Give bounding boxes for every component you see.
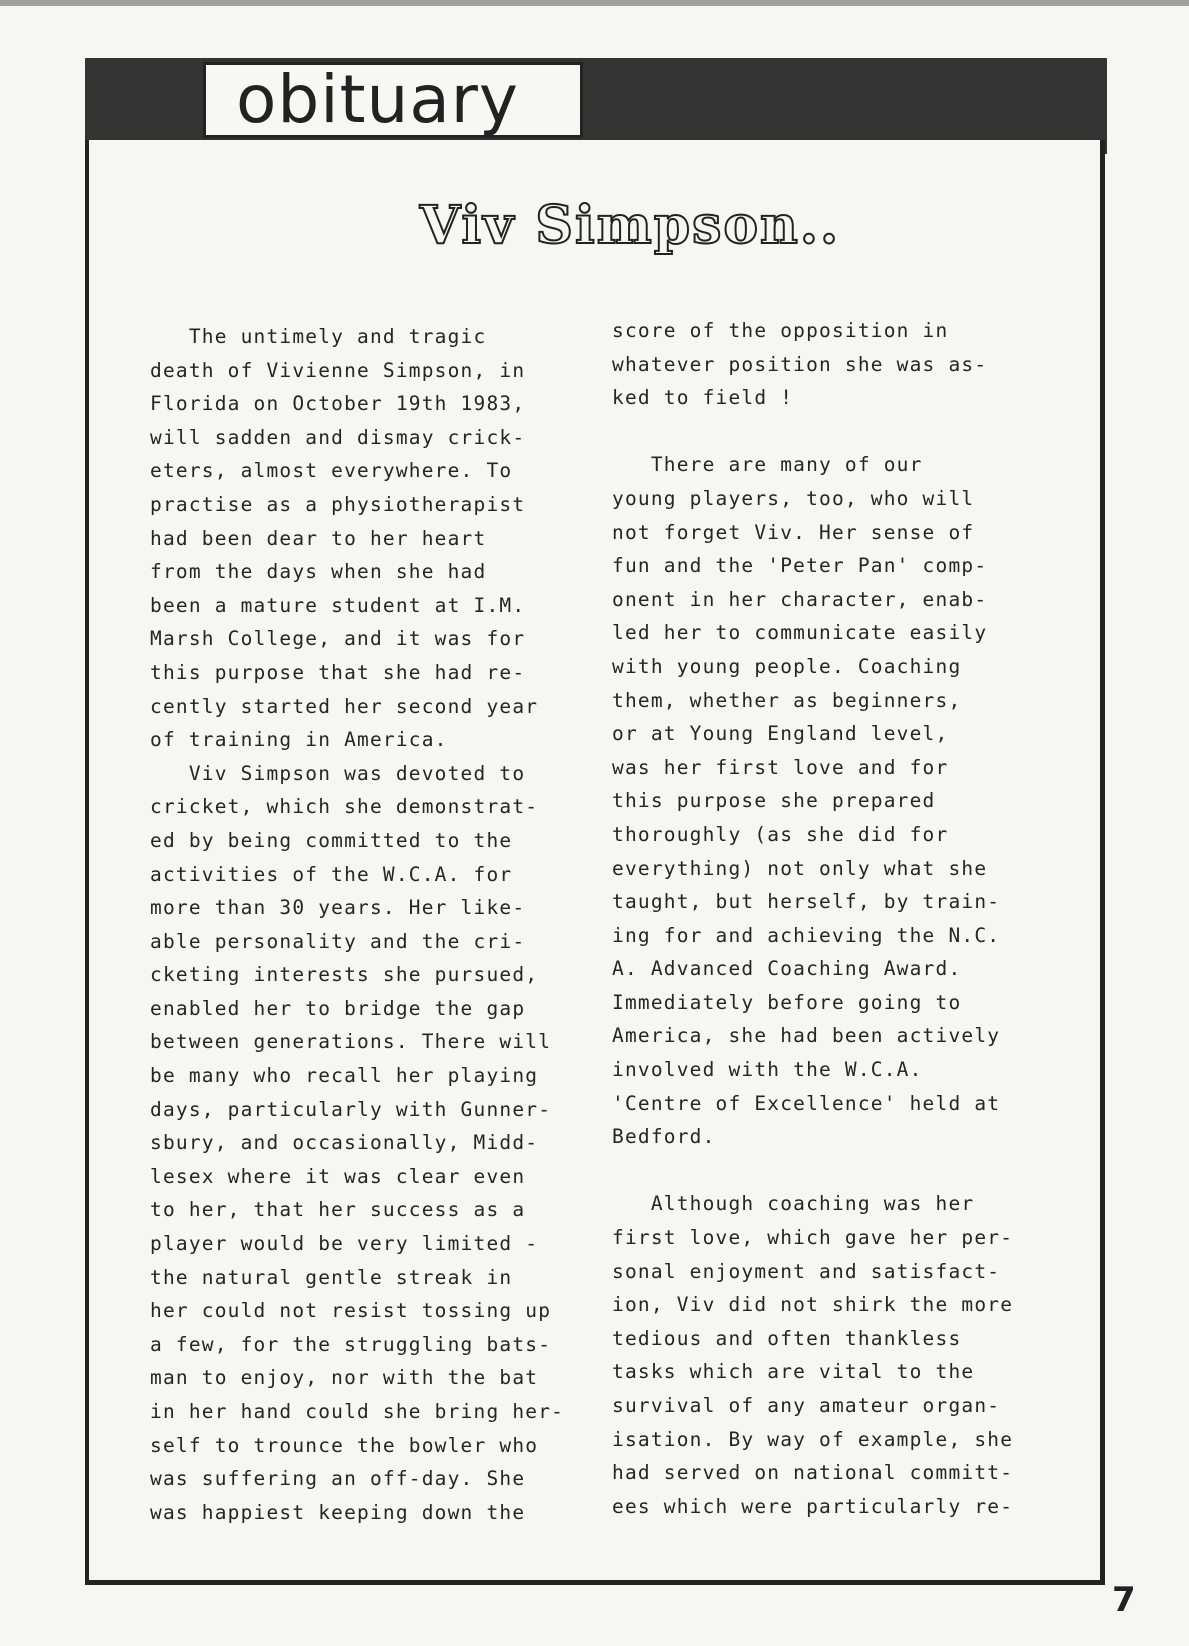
text-line: man to enjoy, nor with the bat [150, 1366, 539, 1390]
top-rule [0, 0, 1189, 6]
text-line: ion, Viv did not shirk the more [612, 1293, 1014, 1317]
text-line: her could not resist tossing up [150, 1299, 552, 1323]
text-line: a few, for the struggling bats- [150, 1332, 552, 1356]
text-line: ees which were particularly re- [612, 1494, 1014, 1518]
text-line: There are many of our [612, 453, 923, 477]
text-line: Bedford. [612, 1125, 716, 1149]
text-line: practise as a physiotherapist [150, 492, 526, 516]
text-line: taught, but herself, by train- [612, 890, 1001, 914]
text-line: lesex where it was clear even [150, 1164, 526, 1188]
text-line: to her, that her success as a [150, 1198, 526, 1222]
text-line: death of Vivienne Simpson, in [150, 358, 526, 382]
text-line: player would be very limited - [150, 1232, 539, 1256]
text-line: in her hand could she bring her- [150, 1400, 565, 1423]
text-line: them, whether as beginners, [612, 688, 962, 712]
text-line: this purpose she prepared [612, 789, 936, 813]
text-line: had been dear to her heart [150, 526, 487, 550]
text-line: enabled her to bridge the gap [150, 996, 526, 1020]
text-line: been a mature student at I.M. [150, 593, 526, 617]
text-line: score of the opposition in [612, 319, 949, 342]
text-line: able personality and the cri- [150, 929, 526, 953]
text-line: first love, which gave her per- [612, 1226, 1014, 1250]
text-line: ing for and achieving the N.C. [612, 923, 1001, 947]
text-line: tasks which are vital to the [612, 1360, 975, 1384]
text-line: led her to communicate easily [612, 621, 988, 645]
text-line: ked to field ! [612, 386, 794, 410]
text-line: this purpose that she had re- [150, 660, 526, 684]
text-line: The untimely and tragic [150, 325, 487, 348]
text-line: Marsh College, and it was for [150, 627, 526, 651]
page-number: 7 [1112, 1580, 1136, 1620]
text-line: A. Advanced Coaching Award. [612, 957, 962, 981]
left-column [150, 320, 564, 1529]
text-line: 'Centre of Excellence' held at [612, 1091, 1001, 1115]
right-column [612, 314, 1013, 1523]
text-line: activities of the W.C.A. for [150, 862, 513, 886]
text-line: everything) not only what she [612, 856, 988, 880]
text-line: was her first love and for [612, 755, 949, 779]
text-line: more than 30 years. Her like- [150, 896, 526, 920]
text-line: self to trounce the bowler who [150, 1433, 539, 1457]
text-line: Viv Simpson was devoted to [150, 761, 526, 785]
text-line: from the days when she had [150, 560, 487, 584]
text-line: America, she had been actively [612, 1024, 1001, 1048]
text-line: sonal enjoyment and satisfact- [612, 1259, 1001, 1283]
text-line: whatever position she was as- [612, 352, 988, 376]
text-line: ed by being committed to the [150, 828, 513, 852]
text-line: the natural gentle streak in [150, 1265, 513, 1289]
text-line: isation. By way of example, she [612, 1427, 1014, 1451]
text-line [612, 1154, 1013, 1188]
text-line: had served on national committ- [612, 1461, 1014, 1485]
section-title: obituary [203, 62, 583, 138]
text-line: or at Young England level, [612, 722, 949, 746]
text-line: cently started her second year [150, 694, 539, 718]
text-line: sbury, and occasionally, Midd- [150, 1131, 539, 1155]
text-line: onent in her character, enab- [612, 587, 988, 611]
text-line: Florida on October 19th 1983, [150, 392, 526, 416]
text-line: thoroughly (as she did for [612, 822, 949, 846]
text-line: of training in America. [150, 728, 448, 752]
text-line: not forget Viv. Her sense of [612, 520, 975, 544]
text-line: will sadden and dismay crick- [150, 425, 526, 449]
obituary-headline: Viv Simpson.. [419, 195, 841, 256]
text-line: Although coaching was her [612, 1192, 975, 1216]
text-line: was happiest keeping down the [150, 1500, 526, 1524]
text-line: tedious and often thankless [612, 1326, 962, 1350]
text-line: survival of any amateur organ- [612, 1394, 1001, 1417]
text-line: between generations. There will [150, 1030, 552, 1054]
text-line: was suffering an off-day. She [150, 1467, 526, 1491]
text-line: be many who recall her playing [150, 1064, 539, 1088]
text-line: eters, almost everywhere. To [150, 459, 513, 483]
text-line: days, particularly with Gunner- [150, 1097, 552, 1121]
text-line: with young people. Coaching [612, 654, 962, 678]
text-line: Immediately before going to [612, 990, 962, 1014]
text-line: involved with the W.C.A. [612, 1058, 923, 1082]
text-line: fun and the 'Peter Pan' comp- [612, 554, 988, 578]
text-line: cricket, which she demonstrat- [150, 795, 539, 819]
text-line: cketing interests she pursued, [150, 963, 539, 987]
text-line [612, 415, 1013, 449]
text-line: young players, too, who will [612, 486, 975, 510]
